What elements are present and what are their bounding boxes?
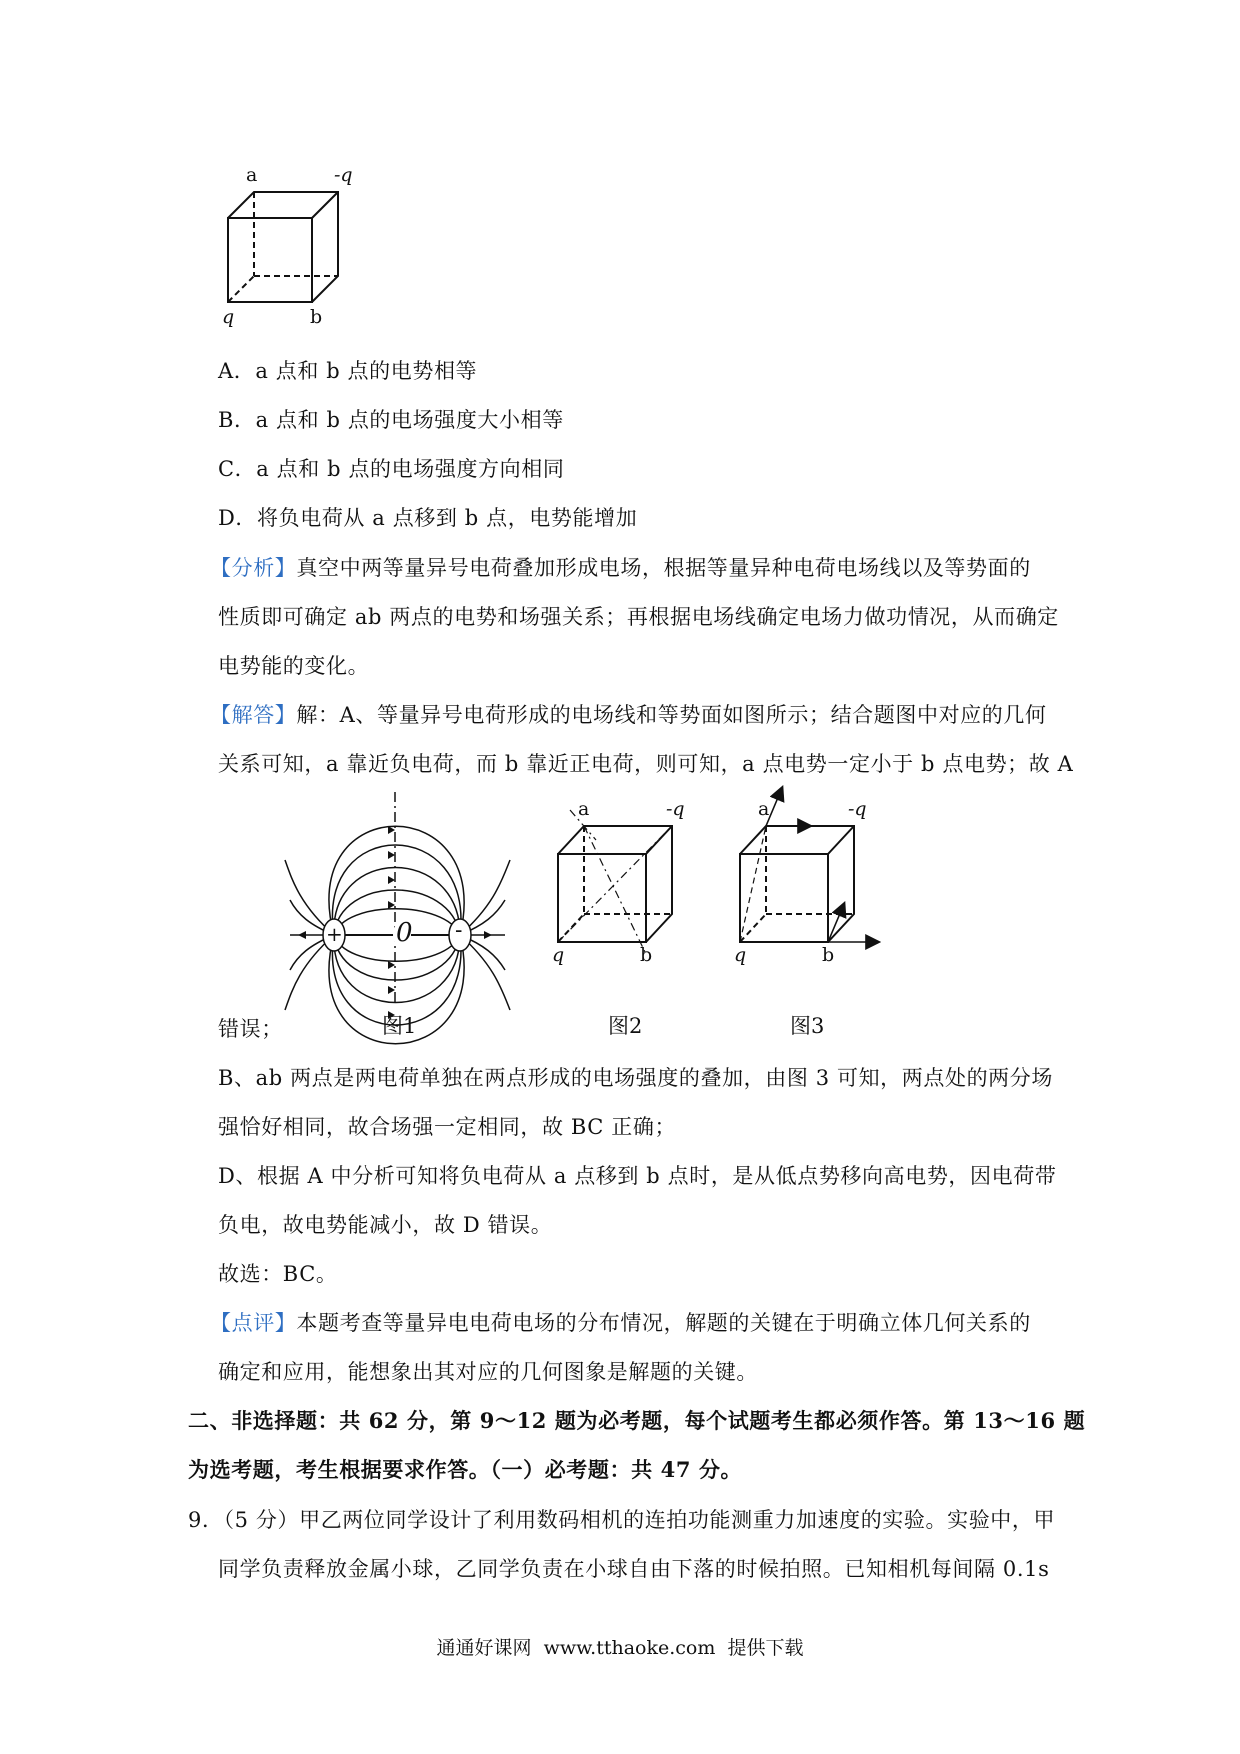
analysis-text-1: 真空中两等量异号电荷叠加形成电场，根据等量异种电荷电场线以及等势面的 — [296, 556, 1031, 580]
fig3-label-q: q — [734, 944, 747, 966]
cube-label-a: a — [246, 164, 258, 186]
fig2-label-a: a — [578, 798, 590, 820]
fig3-label-neg-q: -q — [848, 798, 867, 820]
figure-3-caption: 图3 — [790, 1014, 825, 1038]
comment-tag: 【点评】 — [210, 1311, 297, 1335]
section2-heading-line-1: 二、非选择题：共 62 分，第 9～12 题为必考题，每个试题考生都必须作答。第 13～16 题 — [188, 1408, 1086, 1433]
option-a: A．a 点和 b 点的电势相等 — [218, 359, 478, 383]
cube-label-q: q — [222, 306, 235, 328]
fig1-minus: - — [455, 918, 463, 943]
figure-1-caption: 图1 — [382, 1014, 417, 1038]
q9-line-2: 同学负责释放金属小球，乙同学负责在小球自由下落的时候拍照。已知相机每间隔 0.1s — [218, 1557, 1050, 1581]
solution-line-7: 负电，故电势能减小，故 D 错误。 — [218, 1213, 553, 1237]
q9-line-1: 9．（5 分）甲乙两位同学设计了利用数码相机的连拍功能测重力加速度的实验。实验中，甲 — [188, 1508, 1056, 1532]
solution-line-5: 强恰好相同，故合场强一定相同，故 BC 正确； — [218, 1115, 677, 1139]
solution-line-3: 错误； — [218, 1017, 283, 1041]
fig2-label-b: b — [640, 944, 653, 966]
comment-line-2: 确定和应用，能想象出其对应的几何图象是解题的关键。 — [218, 1360, 758, 1384]
figure-2-caption: 图2 — [608, 1014, 643, 1038]
section2-heading-line-2: 为选考题，考生根据要求作答。（一）必考题：共 47 分。 — [188, 1457, 743, 1482]
cube-label-neg-q: -q — [334, 164, 353, 186]
page-footer: 通通好课网 www.tthaoke.com 提供下载 — [436, 1637, 804, 1659]
fig3-label-a: a — [758, 798, 770, 820]
option-c: C．a 点和 b 点的电场强度方向相同 — [218, 457, 565, 481]
solution-line-4: B、ab 两点是两电荷单独在两点形成的电场强度的叠加，由图 3 可知，两点处的两分场 — [218, 1066, 1053, 1090]
option-d: D．将负电荷从 a 点移到 b 点，电势能增加 — [218, 506, 638, 530]
solution-text-1: 解：A、等量异号电荷形成的电场线和等势面如图所示；结合题图中对应的几何 — [296, 703, 1047, 727]
cube-label-b: b — [310, 306, 323, 328]
fig1-center: 0 — [396, 918, 413, 948]
fig3-label-b: b — [822, 944, 835, 966]
comment-line-1 — [210, 1308, 1031, 1338]
solution-line-2: 关系可知，a 靠近负电荷，而 b 靠近正电荷，则可知，a 点电势一定小于 b 点电势；故 A — [218, 752, 1074, 776]
solution-tag: 【解答】 — [210, 703, 297, 727]
analysis-line-2: 性质即可确定 ab 两点的电势和场强关系；再根据电场线确定电场力做功情况，从而确定 — [218, 605, 1059, 629]
analysis-line-3: 电势能的变化。 — [218, 654, 370, 678]
option-b: B．a 点和 b 点的电场强度大小相等 — [218, 408, 564, 432]
analysis-tag: 【分析】 — [210, 556, 297, 580]
comment-text-1: 本题考查等量异电电荷电场的分布情况，解题的关键在于明确立体几何关系的 — [296, 1311, 1031, 1335]
solution-line-6: D、根据 A 中分析可知将负电荷从 a 点移到 b 点时，是从低点势移向高电势，因电荷带 — [218, 1164, 1057, 1188]
fig1-plus: + — [326, 922, 343, 946]
fig2-label-neg-q: -q — [666, 798, 685, 820]
fig2-label-q: q — [552, 944, 565, 966]
solution-line-8: 故选：BC。 — [218, 1262, 338, 1286]
